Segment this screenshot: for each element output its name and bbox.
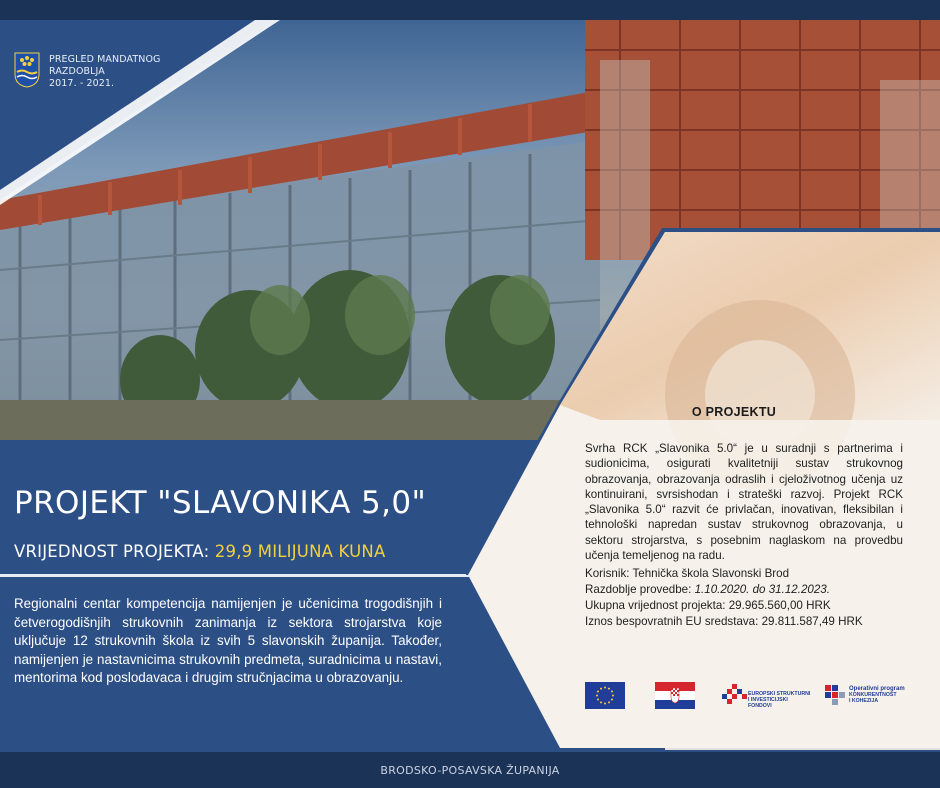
logo-line-3: 2017. - 2021. (49, 78, 115, 89)
county-coat-of-arms-icon (14, 52, 40, 88)
about-title: O PROJEKTU (691, 405, 777, 419)
esif-mark-icon (722, 684, 748, 708)
about-body: Svrha RCK „Slavonika 5.0“ je u suradnji s partnerima i sudionicima, osigurati kvalitetniji sustav strukovnog obrazovanja, obrazovanja odraslih i cjeloživotnog učenja uz kontinuirani, svrsishodan i strateški razvoj. Projekt RCK „Slavonika 5.0“ razvit će privlačan, inovativan, fleksibilan i tehnološki napredan sustav strukovnog obrazovanja, u sektoru strojarstva, s posebnim naglaskom na provedbu učenja temeljenog na radu. (585, 442, 903, 563)
beneficiary: Korisnik: Tehnička škola Slavonski Brod (585, 567, 790, 581)
esif-text-line-1: EUROPSKI STRUKTURNI (748, 691, 811, 697)
mandate-review-label (49, 54, 160, 90)
logo-line-2: RAZDOBLJA (49, 66, 105, 77)
period-value: 1.10.2020. do 31.12.2023. (694, 583, 830, 597)
opk-mark-icon (825, 685, 845, 707)
esif-logo (722, 682, 812, 710)
opk-logo (825, 682, 910, 710)
esif-text (748, 691, 812, 710)
footer-bar (0, 752, 940, 788)
opk-text (849, 686, 905, 705)
implementation-period (585, 582, 903, 598)
project-description: Regionalni centar kompetencija namijenjen je učenicima trogodišnjih i četverogodišnjih strukovnih zanimanja iz sektora strojarstva koje uključuje 12 strukovnih škola iz svih 5 slavonskih županija. Također, namijenjen je nastavnicima strukovnih predmeta, suradnicima u nastavi, mentorima kod poslodavaca i drugim stručnjacima u obrazovanju. (14, 596, 442, 685)
croatia-flag-icon (655, 682, 695, 709)
about-project-card (585, 405, 903, 630)
opk-text-line-1: Operativni program (849, 686, 905, 692)
opk-text-line-2: KONKURENTNOST (849, 692, 897, 699)
divider (0, 575, 470, 577)
total-value: Ukupna vrijednost projekta: 29.965.560,00 HRK (585, 599, 831, 613)
logo-line-1: PREGLED MANDATNOG (49, 54, 161, 65)
esif-text-line-2: I INVESTICIJSKI FONDOVI (748, 697, 788, 710)
footer-county-name: BRODSKO-POSAVSKA ŽUPANIJA (380, 763, 560, 777)
eu-funds: Iznos bespovratnih EU sredstava: 29.811.587,49 HRK (585, 615, 863, 629)
opk-text-line-3: I KOHEZIJA (849, 698, 879, 705)
project-title: PROJEKT "SLAVONIKA 5,0" (14, 485, 427, 521)
period-label: Razdoblje provedbe: (585, 583, 695, 597)
project-value-amount: 29,9 MILIJUNA KUNA (214, 542, 386, 561)
partner-logos (585, 680, 905, 712)
project-value-label: VRIJEDNOST PROJEKTA: (14, 542, 210, 561)
project-value (14, 542, 385, 561)
eu-flag-icon (585, 682, 625, 709)
